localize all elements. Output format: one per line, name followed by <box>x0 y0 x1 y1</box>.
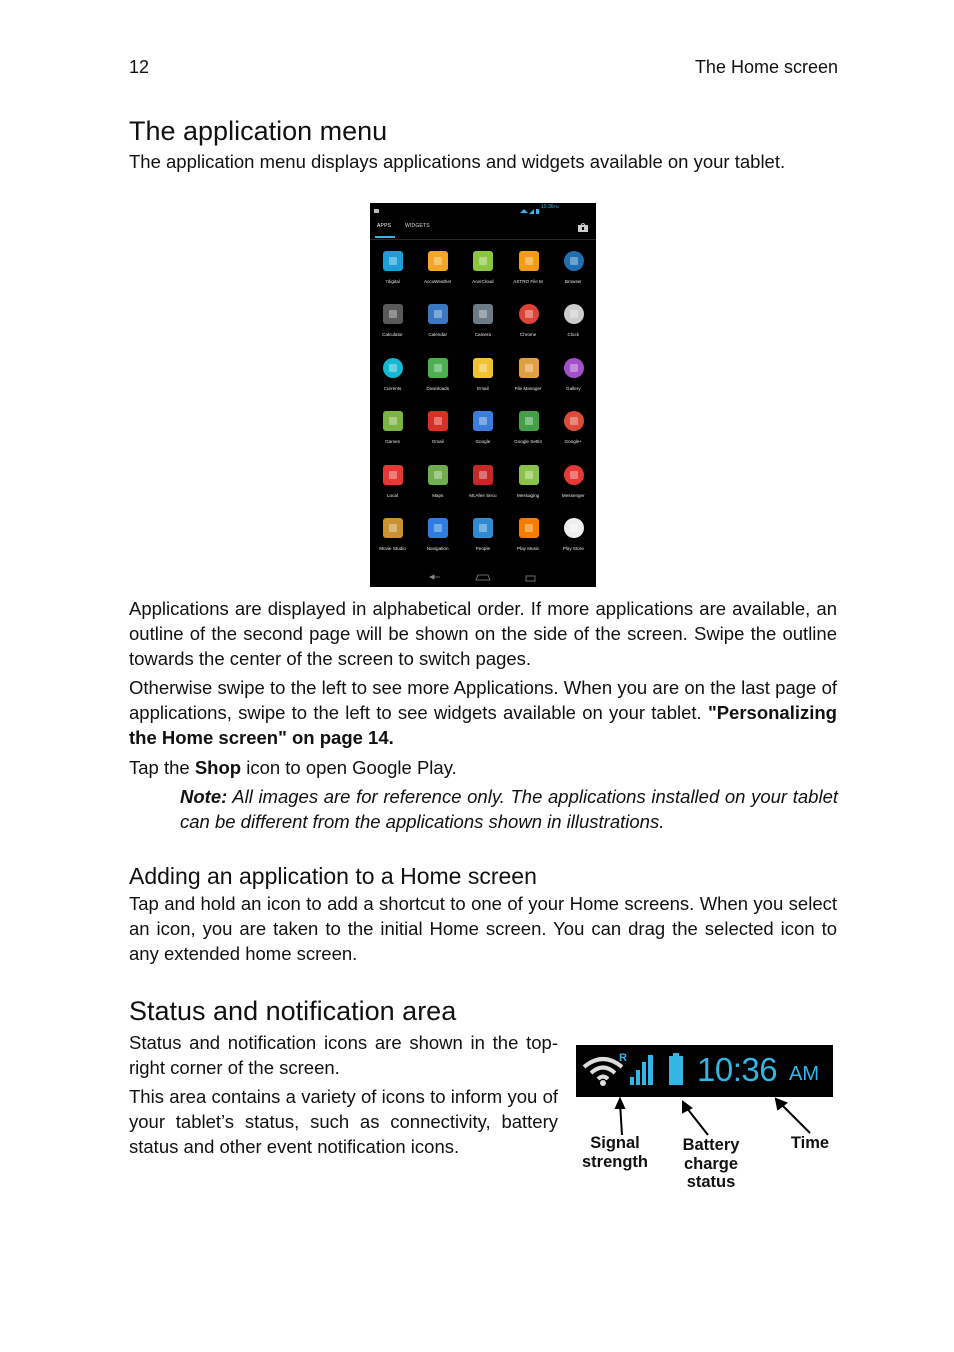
app-label: Movie Studio <box>379 546 406 551</box>
intro-paragraph: The application menu displays applications and widgets available on your tablet. <box>129 151 786 172</box>
app-item[interactable] <box>551 298 596 351</box>
app-label: Downloads <box>426 385 450 391</box>
app-item[interactable] <box>460 352 505 405</box>
app-label: Maps <box>432 492 444 498</box>
app-label: Email <box>477 385 489 391</box>
wifi-signal-icon <box>584 1052 627 1086</box>
app-label: Calendar <box>428 332 448 338</box>
note-paragraph <box>180 784 838 834</box>
app-item[interactable] <box>551 405 596 458</box>
app-item[interactable] <box>460 512 505 565</box>
tab-widgets[interactable]: WIDGETS <box>405 223 430 229</box>
app-label: Games <box>385 439 400 445</box>
messaging-icon <box>517 463 541 487</box>
app-label: Clock <box>567 332 580 338</box>
app-item[interactable] <box>506 405 551 458</box>
paragraph-swipe-text: Otherwise swipe to the left to see more Applications. When you are on the last page of applications, swipe to the left to see widgets available on your tablet. <box>129 677 837 723</box>
app-label: Google Settin <box>514 439 543 445</box>
chrome-icon <box>517 302 541 326</box>
paragraph-shop-post: icon to open Google Play. <box>241 757 457 778</box>
note-text: All images are for reference only. The applications installed on your tablet can be different from the applications shown in illustrations. <box>180 786 838 832</box>
app-item[interactable] <box>415 512 460 565</box>
status-paragraph-1: Status and notification icons are shown in the top-right corner of the screen. <box>129 1032 558 1078</box>
caption-signal-line2: strength <box>582 1153 648 1171</box>
app-item[interactable] <box>506 245 551 298</box>
battery-icon <box>536 209 539 214</box>
7digital-icon <box>381 249 405 273</box>
app-label: Calculator <box>382 332 403 338</box>
adding-paragraph: Tap and hold an icon to add a shortcut to one of your Home screens. When you select an icon, you are taken to the initial Home screen. You can drag the selected icon to any extended home screen. <box>129 893 837 964</box>
app-drawer-screenshot <box>370 203 596 587</box>
calendar-icon <box>426 302 450 326</box>
notification-icon <box>374 209 379 213</box>
signal-icon <box>529 209 534 214</box>
caption-battery-line3: status <box>686 1173 736 1191</box>
calculator-icon <box>381 302 405 326</box>
page-number: 12 <box>129 57 150 77</box>
app-label: Gmail <box>431 439 444 445</box>
file-manager-icon <box>517 356 541 380</box>
tablet-status-bar <box>370 203 596 213</box>
status-ampm: AM <box>789 1063 819 1085</box>
app-item[interactable] <box>460 459 505 512</box>
paragraph-shop <box>129 755 837 780</box>
home-icon[interactable] <box>476 575 490 580</box>
caption-signal-line1: Signal <box>590 1134 640 1152</box>
google-search-icon <box>471 409 495 433</box>
status-paragraph-2: This area contains a variety of icons to inform you of your tablet’s status, such as connectivity, battery status and other event notification icons. <box>129 1086 558 1157</box>
tablet-tab-bar <box>370 217 596 240</box>
arrow-time <box>779 1102 810 1133</box>
app-item[interactable] <box>551 512 596 565</box>
app-label: Local <box>387 492 398 498</box>
shop-icon[interactable] <box>577 222 589 233</box>
tablet-nav-icons <box>370 571 596 587</box>
messenger-icon <box>562 463 586 487</box>
app-label: Camera <box>474 332 492 338</box>
app-item[interactable] <box>460 405 505 458</box>
caption-battery-status <box>670 1136 752 1192</box>
active-tab-indicator <box>375 236 395 238</box>
back-icon[interactable] <box>430 575 440 579</box>
app-item[interactable] <box>551 459 596 512</box>
section-title-adding-app: Adding an application to a Home screen <box>129 863 537 889</box>
app-label: Chrome <box>519 332 537 338</box>
app-label: 7digital <box>385 279 400 284</box>
cell-signal-bars-icon <box>630 1055 653 1085</box>
arrow-signal-head <box>616 1099 624 1108</box>
caption-time <box>780 1134 840 1153</box>
tablet-nav-bar <box>370 571 596 587</box>
globe-icon <box>562 249 586 273</box>
battery-charge-icon <box>669 1053 683 1085</box>
arrow-battery <box>686 1107 708 1135</box>
paragraph-swipe <box>129 675 837 750</box>
cloud-icon <box>471 249 495 273</box>
status-bar-closeup <box>576 1045 833 1097</box>
navigation-icon <box>426 516 450 540</box>
app-item[interactable] <box>370 405 415 458</box>
app-item[interactable] <box>460 245 505 298</box>
svg-text:R: R <box>619 1052 627 1064</box>
app-item[interactable] <box>370 352 415 405</box>
app-item[interactable] <box>551 245 596 298</box>
app-label: People <box>475 546 491 551</box>
app-item[interactable] <box>506 459 551 512</box>
app-label: Gallery <box>566 385 581 391</box>
caption-signal-strength <box>574 1134 656 1172</box>
status-time: 10:36 <box>697 1051 778 1088</box>
headphones-icon <box>517 516 541 540</box>
recent-apps-icon[interactable] <box>526 576 535 581</box>
play-store-icon <box>562 516 586 540</box>
tablet-clock-ampm: PM <box>553 205 559 209</box>
gmail-icon <box>426 409 450 433</box>
callout-arrows <box>576 1097 833 1139</box>
app-item[interactable] <box>415 245 460 298</box>
app-item[interactable] <box>370 245 415 298</box>
app-label: Google+ <box>564 439 583 445</box>
caption-time-line1: Time <box>790 1134 830 1152</box>
download-icon <box>426 356 450 380</box>
app-item[interactable] <box>506 512 551 565</box>
app-item[interactable] <box>460 298 505 351</box>
email-icon <box>471 356 495 380</box>
tablet-status-icons <box>370 206 596 216</box>
app-label: Messaging <box>516 492 540 498</box>
app-label: Google <box>475 439 491 445</box>
app-label: McAfee Secu <box>469 492 497 498</box>
app-item[interactable] <box>506 352 551 405</box>
app-item[interactable] <box>415 298 460 351</box>
paragraph-shop-bold: Shop <box>194 757 242 778</box>
tablet-clock: 10:36 <box>541 204 554 210</box>
mcafee-icon <box>471 463 495 487</box>
app-item[interactable] <box>415 459 460 512</box>
cross-reference-link[interactable]: "Personalizing the Home screen" on page 14. <box>129 702 837 748</box>
tab-apps[interactable]: APPS <box>377 223 392 229</box>
app-label: Play Store <box>562 546 584 551</box>
paragraph-alphabetical-order: Applications are displayed in alphabetical order. If more applications are available, an outline of the second page will be shown on the side of the screen. Swipe the outline towards the center of the screen to switch pages. <box>129 598 837 669</box>
app-item[interactable] <box>415 405 460 458</box>
app-label: AcerCloud <box>472 279 494 284</box>
google-settings-icon <box>517 409 541 433</box>
wifi-icon <box>520 209 528 213</box>
app-item[interactable] <box>370 512 415 565</box>
app-label: Browser <box>564 279 582 284</box>
games-icon <box>381 409 405 433</box>
app-item[interactable] <box>415 352 460 405</box>
clock-icon <box>562 302 586 326</box>
app-label: Play Music <box>516 546 540 551</box>
clapperboard-icon <box>381 516 405 540</box>
app-item[interactable] <box>370 459 415 512</box>
people-icon <box>471 516 495 540</box>
app-label: Messenger <box>561 492 585 498</box>
currents-icon <box>381 356 405 380</box>
astro-folder-icon <box>517 249 541 273</box>
app-item[interactable] <box>506 298 551 351</box>
app-label: ASTRO File M <box>513 279 543 284</box>
app-item[interactable] <box>551 352 596 405</box>
caption-battery-line1: Battery <box>682 1136 740 1154</box>
running-header: The Home screen <box>694 57 838 77</box>
note-label: Note: <box>180 786 228 807</box>
map-pin-icon <box>381 463 405 487</box>
section-title-status-area: Status and notification area <box>129 996 457 1026</box>
app-label: File Manager <box>514 385 542 391</box>
app-item[interactable] <box>370 298 415 351</box>
gallery-icon <box>562 356 586 380</box>
app-label: AccuWeather <box>423 279 452 284</box>
camera-icon <box>471 302 495 326</box>
sun-icon <box>426 249 450 273</box>
section-title-application-menu: The application menu <box>129 116 388 146</box>
paragraph-shop-pre: Tap the <box>129 757 195 778</box>
google-plus-icon <box>562 409 586 433</box>
caption-battery-line2: charge <box>683 1154 739 1173</box>
maps-icon <box>426 463 450 487</box>
app-label: Navigation <box>426 546 449 551</box>
app-label: Currents <box>383 385 402 391</box>
